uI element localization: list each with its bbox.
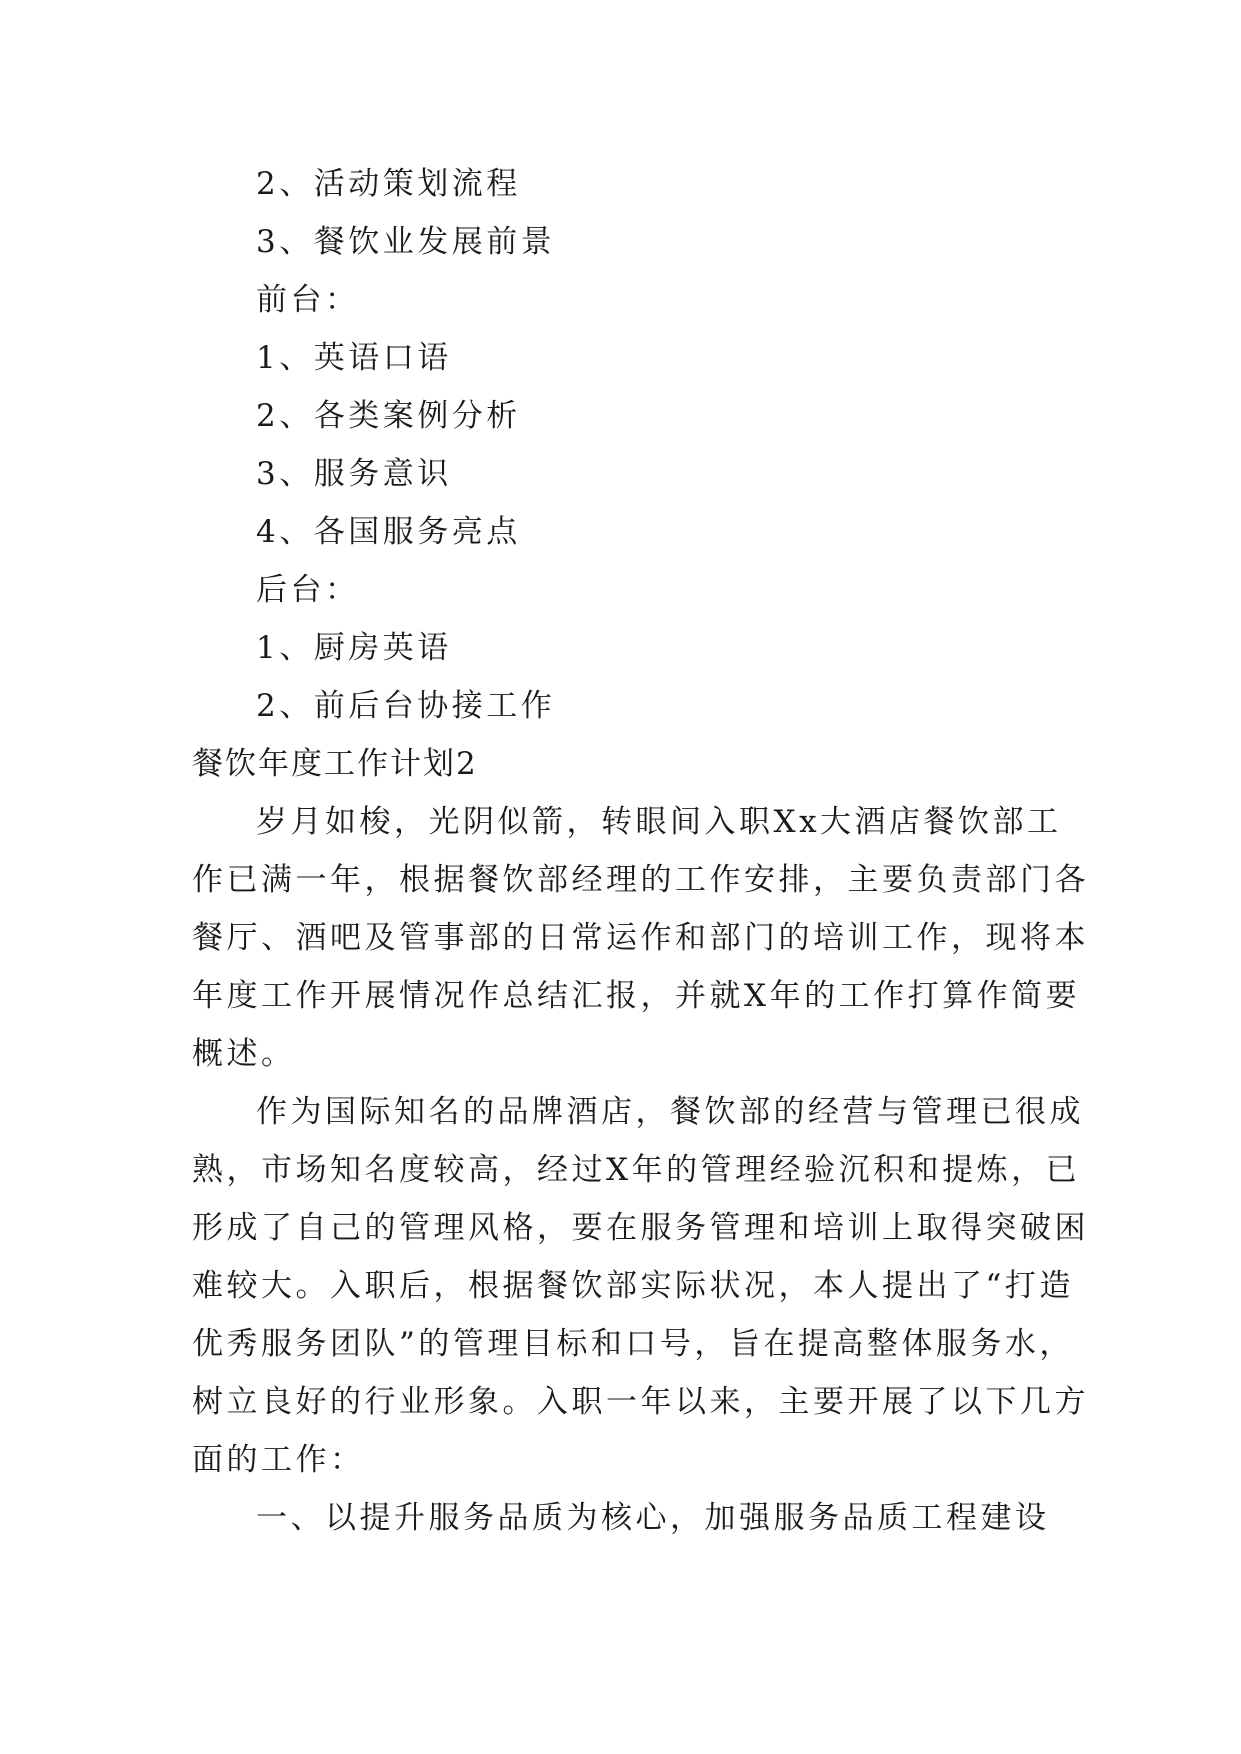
paragraph-line: 餐厅、酒吧及管事部的日常运作和部门的培训工作，现将本 <box>192 920 1089 956</box>
paragraph-line: 面的工作： <box>192 1442 365 1478</box>
paragraph-line: 年度工作开展情况作总结汇报，并就X年的工作打算作简要 <box>192 978 1081 1014</box>
section-heading: 一、以提升服务品质为核心，加强服务品质工程建设 <box>256 1500 1050 1536</box>
paragraph-line: 优秀服务团队”的管理目标和口号，旨在提高整体服务水， <box>192 1326 1074 1362</box>
paragraph-line: 熟，市场知名度较高，经过X年的管理经验沉积和提炼，已 <box>192 1152 1081 1188</box>
list-item: 4、各国服务亮点 <box>256 514 521 550</box>
list-item: 1、英语口语 <box>256 340 452 376</box>
paragraph-line: 概述。 <box>192 1036 296 1072</box>
paragraph-line: 岁月如梭，光阴似箭，转眼间入职Xx大酒店餐饮部工 <box>256 804 1062 840</box>
paragraph-line: 难较大。入职后，根据餐饮部实际状况，本人提出了“打造 <box>192 1268 1074 1304</box>
section-label-back-office: 后台： <box>256 572 360 608</box>
list-item: 2、前后台协接工作 <box>256 688 556 724</box>
list-item: 1、厨房英语 <box>256 630 452 666</box>
document-title: 餐饮年度工作计划2 <box>192 746 478 782</box>
list-item: 2、各类案例分析 <box>256 398 521 434</box>
list-item: 2、活动策划流程 <box>256 166 521 202</box>
list-item: 3、餐饮业发展前景 <box>256 224 556 260</box>
paragraph-line: 作为国际知名的品牌酒店，餐饮部的经营与管理已很成 <box>256 1094 1084 1130</box>
list-item: 3、服务意识 <box>256 456 452 492</box>
paragraph-line: 树立良好的行业形象。入职一年以来，主要开展了以下几方 <box>192 1384 1089 1420</box>
paragraph-line: 形成了自己的管理风格，要在服务管理和培训上取得突破困 <box>192 1210 1089 1246</box>
paragraph-line: 作已满一年，根据餐饮部经理的工作安排，主要负责部门各 <box>192 862 1089 898</box>
section-label-front-desk: 前台： <box>256 282 360 318</box>
